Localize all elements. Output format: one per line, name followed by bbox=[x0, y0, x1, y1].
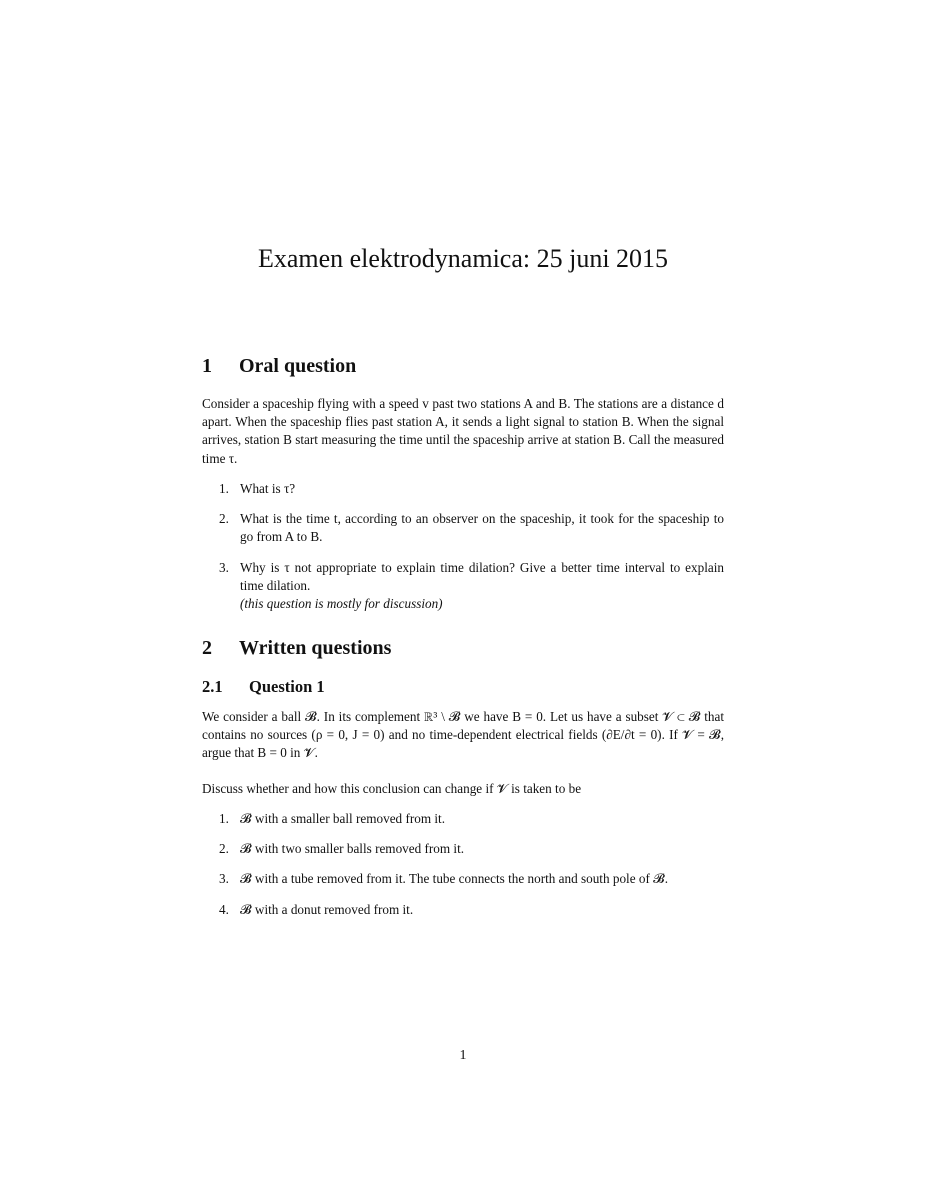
list-item-text: 𝓑 with a smaller ball removed from it. bbox=[240, 811, 445, 826]
list-item-number: 1. bbox=[219, 811, 229, 826]
list-item bbox=[202, 901, 724, 919]
subsection-2-1-title: Question 1 bbox=[249, 677, 325, 696]
section-1-number: 1 bbox=[202, 355, 212, 377]
list-item bbox=[202, 480, 724, 498]
list-item-number: 3. bbox=[219, 871, 229, 887]
question-1-intro: We consider a ball 𝓑. In its complement ℝ³ \ 𝓑 we have B = 0. Let us have a subset 𝓥 ⊂ 𝓑 that contains no sources (ρ = 0, J = 0) and no time-dependent electrical fields (∂E/∂t = 0). If 𝓥 = 𝓑, argue that B = 0 in 𝓥. bbox=[202, 709, 724, 761]
section-1-list bbox=[202, 480, 724, 625]
page-number: 1 bbox=[459, 1048, 467, 1063]
list-item-number: 4. bbox=[219, 901, 229, 917]
list-item-text: 𝓑 with a tube removed from it. The tube connects the north and south pole of 𝓑. bbox=[240, 871, 669, 887]
discussion-note: (this question is mostly for discussion) bbox=[240, 596, 443, 612]
section-1-heading bbox=[202, 355, 356, 378]
list-item-text: 𝓑 with two smaller balls removed from it. bbox=[240, 841, 465, 857]
section-2-title: Written questions bbox=[239, 637, 392, 659]
list-item-number: 3. bbox=[219, 559, 229, 575]
list-item-number: 2. bbox=[219, 841, 229, 857]
list-item-number: 2. bbox=[219, 511, 229, 527]
section-2-number: 2 bbox=[202, 637, 212, 659]
section-2-heading bbox=[202, 637, 391, 660]
list-item-text: What is τ? bbox=[240, 481, 296, 496]
list-item-text: Why is τ not appropriate to explain time dilation? Give a better time interval to explain time dilation. bbox=[240, 559, 724, 593]
subsection-2-1-number: 2.1 bbox=[202, 677, 223, 696]
list-item bbox=[202, 510, 724, 546]
list-item bbox=[202, 559, 724, 614]
list-item bbox=[202, 810, 724, 828]
list-item-number: 1. bbox=[219, 481, 229, 496]
document-title: Examen elektrodynamica: 25 juni 2015 bbox=[257, 244, 669, 273]
list-item-text: 𝓑 with a donut removed from it. bbox=[240, 901, 414, 917]
question-1-list bbox=[202, 810, 724, 931]
section-1-intro: Consider a spaceship flying with a speed v past two stations A and B. The stations are a distance d apart. When the spaceship flies past station A, it sends a light signal to station B. When the signal arrives, station B start measuring the time until the spaceship arrive at station B. Call the measured time τ. bbox=[202, 396, 724, 466]
list-item bbox=[202, 840, 724, 858]
section-1-title: Oral question bbox=[239, 355, 357, 377]
list-item-text: What is the time t, according to an observer on the spaceship, it took for the spaceship to go from A to B. bbox=[240, 511, 724, 545]
subsection-2-1-heading bbox=[202, 677, 325, 697]
question-1-discuss: Discuss whether and how this conclusion can change if 𝓥 is taken to be bbox=[202, 781, 582, 796]
list-item bbox=[202, 870, 724, 888]
